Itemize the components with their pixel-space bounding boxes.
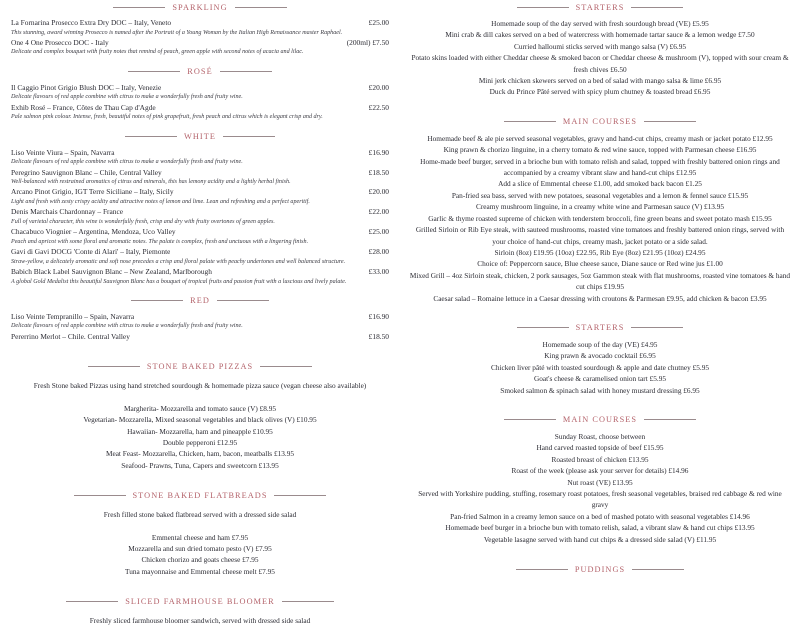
menu-item: Choice of: Peppercorn sauce, Blue cheese sauce, Diane sauce or Red wine jus £1.00	[477, 259, 723, 269]
wine-name: Chacabuco Viognier – Argentina, Mendoza, Uco Valley	[11, 227, 176, 237]
spacer	[11, 471, 389, 488]
menu-item: Hawaiian- Mozzarella, ham and pineapple £10.95	[127, 426, 273, 436]
spacer	[11, 521, 389, 532]
wine-price: £16.90	[368, 147, 389, 157]
wine-description: Delicate and complex bouquet with fruity notes that remind of peach, green apple with second notes of acacia and lilac.	[11, 49, 304, 56]
wine-name: Arcano Pinot Grigio, IGT Terre Siciliane – Italy, Sicily	[11, 187, 174, 197]
menu-item: King prawn & chorizo linguine, in a cherry tomato & red wine sauce, topped with Parmesan cheese £16.95	[443, 145, 757, 155]
section-heading	[11, 359, 389, 373]
menu-item: Home-made beef burger, served in a brioche bun with tomato relish and salad, topped with freshly battered onion rings and accompanied by a creamy vibrant slaw and hand-cut chips £12.95	[420, 156, 780, 178]
spacer	[11, 342, 389, 359]
heading-rule-left	[504, 419, 556, 420]
wine-description: Peach and apricot with some floral and aromatic notes. The palate is complex, fresh and unctuous with a lingering finish.	[11, 238, 309, 245]
menu-item: Double pepperoni £12.95	[162, 438, 238, 447]
wine-name: One 4 One Prosecco DOC - Italy	[11, 37, 109, 47]
menu-item: Chicken liver pâté with toasted sourdough & apple and date chutney £5.95	[490, 362, 710, 372]
menu-item: Tuna mayonnaise and Emmental cheese melt £7.95	[125, 566, 275, 576]
wine-list-item	[11, 103, 389, 114]
wine-description: Pale salmon pink colour. Intense, fresh, beautiful notes of pink grapefruit, fresh peach and citrus which is elegant crisp and dry.	[11, 114, 323, 121]
menu-item: Vegetable lasagne served with hand cut chips & a dressed side salad (V) £11.95	[483, 534, 717, 544]
menu-item: Meat Feast- Mozzarella, Chicken, ham, bacon, meatballs £13.95	[105, 449, 295, 459]
wine-name: La Fornarina Prosecco Extra Dry DOC – Italy, Veneto	[11, 18, 172, 27]
section-title: PUDDINGS	[574, 564, 626, 574]
wine-price: £33.00	[368, 267, 389, 277]
section-title: STARTERS	[575, 323, 625, 333]
menu-item: Pan-fried sea bass, served with new potatoes, seasonal vegetables and a lemon & fennel sauce £15.95	[451, 190, 749, 200]
wine-price: £18.50	[368, 167, 389, 177]
section-heading	[11, 594, 389, 608]
heading-rule-right	[282, 601, 334, 602]
section-lead-text: Fresh Stone baked Pizzas using hand stretched sourdough & homemade pizza sauce (vegan cheese also available)	[33, 381, 367, 391]
menu-item: Caesar salad – Romaine lettuce in a Caesar dressing with croutons & Parmesan £9.95, add chicken & bacon £3.95	[433, 293, 767, 303]
wine-price: £18.50	[368, 331, 389, 341]
menu-item: Nut roast (VE) £13.95	[567, 477, 633, 487]
menu-item: Duck du Prince Pâté served with spicy plum chutney & toasted bread £6.95	[489, 87, 711, 97]
section-title: RED	[190, 296, 210, 306]
menu-item: Roast of the week (please ask your server for details) £14.96	[511, 466, 689, 476]
heading-rule-left	[113, 7, 165, 8]
heading-rule-left	[66, 601, 118, 602]
menu-item: Add a slice of Emmental cheese £1.00, add smoked back bacon £1.25	[498, 179, 702, 189]
wine-price: £28.00	[368, 247, 389, 257]
wine-list-item	[11, 187, 389, 198]
wine-name: Gavi di Gavi DOCG 'Conte di Alari' – Italy, Piemonte	[11, 247, 171, 257]
wine-name: Exhib Rosé – France, Côtes de Thau Cap d'Agde	[11, 102, 156, 112]
wine-list-item	[11, 247, 389, 258]
spacer	[409, 396, 791, 413]
section-title: MAIN COURSES	[562, 415, 638, 425]
wine-description: Full of varietal character, this wine is wonderfully fresh, crisp and dry with fruity overtones of green apples.	[11, 218, 275, 225]
heading-rule-right	[274, 495, 326, 496]
menu-item: Seafood- Prawns, Tuna, Capers and sweetcorn £13.95	[121, 460, 279, 470]
right-column	[400, 0, 800, 600]
heading-rule-left	[88, 366, 140, 367]
heading-rule-left	[131, 300, 183, 301]
section-heading	[409, 413, 791, 427]
spacer	[11, 287, 389, 294]
menu-item: Homemade beef & ale pie served seasonal vegetables, gravy and hand-cut chips, creamy mash or jacket potato £12.95	[427, 133, 773, 143]
menu-item: Curried halloumi sticks served with mango salsa (V) £6.95	[513, 41, 687, 51]
heading-rule-right	[631, 7, 683, 8]
spacer	[11, 123, 389, 130]
wine-name: Il Caggio Pinot Grigio Blush DOC – Italy, Venezie	[11, 82, 162, 92]
wine-name: Peregrino Sauvignon Blanc – Chile, Central Valley	[11, 167, 162, 177]
heading-rule-left	[517, 7, 569, 8]
menu-item: Mini jerk chicken skewers served on a bed of salad with mango salsa & lime £6.95	[478, 76, 722, 86]
wine-price: £20.00	[368, 187, 389, 197]
section-title: SPARKLING	[172, 2, 228, 12]
menu-item: Sirloin (8oz) £19.95 (10oz) £22.95, Rib Eye (8oz) £21.95 (10oz) £24.95	[494, 247, 706, 257]
menu-item: Homemade soup of the day served with fresh sourdough bread (VE) £5.95	[491, 19, 709, 28]
wine-list-item	[11, 168, 389, 179]
section-heading	[409, 0, 791, 14]
wine-list-item	[11, 83, 389, 94]
section-heading	[11, 65, 389, 79]
heading-rule-left	[504, 121, 556, 122]
section-heading	[11, 488, 389, 502]
wine-list-item	[11, 267, 389, 278]
heading-rule-right	[644, 419, 696, 420]
wine-price: £22.50	[368, 102, 389, 112]
spacer	[11, 608, 389, 615]
heading-rule-right	[223, 136, 275, 137]
menu-item: Emmental cheese and ham £7.95	[151, 532, 249, 542]
menu-item: Creamy mushroom linguine, in a creamy white wine and Parmesan sauce (V) £13.95	[475, 202, 725, 212]
heading-rule-left	[516, 569, 568, 570]
menu-item: Sunday Roast, choose between	[554, 431, 646, 441]
wine-name: Liso Veinte Viura – Spain, Navarra	[11, 147, 115, 157]
section-heading	[11, 130, 389, 144]
wine-description: Light and fresh with zesty crispy acidity and attractive notes of lemon and lime. Lean and refreshing and a perfect aperitif.	[11, 198, 310, 205]
wine-list-item	[11, 38, 389, 49]
section-title: SLICED FARMHOUSE BLOOMER	[125, 596, 275, 606]
heading-rule-left	[517, 327, 569, 328]
menu-item: Chicken chorizo and goats cheese £7.95	[141, 555, 259, 565]
wine-list-item	[11, 148, 389, 159]
section-lead-text: Fresh filled stone baked flatbread served with a dressed side salad	[103, 510, 297, 520]
wine-price: £20.00	[368, 82, 389, 92]
wine-price: £16.90	[368, 311, 389, 321]
menu-item: Grilled Sirloin or Rib Eye steak, with sauteed mushrooms, roasted vine tomatoes and freshly battered onion rings, served with your choice of hand-cut chips, creamy mash, jacket potato or a side salad.	[415, 225, 785, 246]
section-heading	[409, 115, 791, 129]
wine-name: Denis Marchais Chardonnay – France	[11, 207, 124, 217]
section-heading	[409, 321, 791, 335]
heading-rule-right	[631, 327, 683, 328]
section-title: ROSÉ	[187, 67, 213, 77]
spacer	[11, 577, 389, 594]
spacer	[11, 502, 389, 509]
wine-name: Liso Veinte Tempranillo – Spain, Navarra	[11, 311, 135, 321]
section-title: WHITE	[184, 132, 216, 142]
heading-rule-right	[220, 71, 272, 72]
wine-name: Pererrino Merlot – Chile. Central Valley	[11, 331, 130, 341]
section-lead-text: Freshly sliced farmhouse bloomer sandwich, served with dressed side salad	[89, 616, 311, 626]
menu-item: Homemade beef burger in a brioche bun with tomato relish, salad, a vibrant slaw & hand cut chips £13.95	[445, 523, 755, 533]
wine-list-item	[11, 332, 389, 343]
menu-item: Hand carved roasted topside of beef £15.95	[536, 443, 664, 453]
menu-item: Potato skins loaded with either Cheddar cheese & smoked bacon or Cheddar cheese & mushroom (V), topped with sour cream & fresh chives £6.50	[411, 53, 789, 74]
wine-description: This stunning, award winning Prosecco is named after the Portrait of a Young Woman by the Italian High Renaissance master Raphael.	[11, 29, 343, 36]
left-column	[0, 0, 400, 626]
menu-item: Served with Yorkshire pudding, stuffing, rosemary roast potatoes, fresh seasonal vegetables, braised red cabbage & red wine gravy	[418, 489, 782, 510]
menu-item: Goat's cheese & caramelised onion tart £5.95	[533, 374, 666, 384]
heading-rule-left	[128, 71, 180, 72]
wine-price: £22.00	[368, 207, 389, 217]
heading-rule-right	[235, 7, 287, 8]
section-title: MAIN COURSES	[562, 117, 638, 127]
spacer	[11, 392, 389, 403]
heading-rule-left	[125, 136, 177, 137]
section-heading	[11, 0, 389, 14]
section-title: STARTERS	[575, 2, 625, 12]
menu-item: Mozzarella and sun dried tomato pesto (V) £7.95	[128, 544, 272, 554]
section-title: STONE BAKED FLATBREADS	[132, 490, 268, 500]
spacer	[409, 304, 791, 321]
wine-description: Well-balanced with restrained aromatics of citrus and minerals, this has lemony acidity and a lightly herbal finish.	[11, 179, 291, 186]
heading-rule-right	[644, 121, 696, 122]
wine-price: £25.00	[368, 18, 389, 27]
menu-item: Pan-fried Salmon in a creamy lemon sauce on a bed of mashed potato with seasonal vegetables £14.96	[450, 511, 750, 521]
menu-item: Vegetarian- Mozzarella, Mixed seasonal vegetables and black olives (V) £10.95	[83, 415, 317, 425]
wine-description: Delicate flavours of red apple combine with citrus to make a wonderfully fresh and fruity wine.	[11, 94, 243, 101]
wine-list-item	[11, 227, 389, 238]
wine-list-item	[11, 312, 389, 323]
spacer	[11, 373, 389, 380]
heading-rule-right	[632, 569, 684, 570]
heading-rule-left	[74, 495, 126, 496]
heading-rule-right	[260, 366, 312, 367]
menu-item: Roasted breast of chicken £13.95	[551, 454, 649, 464]
section-heading	[11, 294, 389, 308]
wine-name: Babich Black Label Sauvignon Blanc – New Zealand, Marlborough	[11, 267, 212, 277]
menu-item: Smoked salmon & spinach salad with honey mustard dressing £6.95	[500, 385, 700, 395]
menu-item: Homemade soup of the day (VE) £4.95	[542, 339, 658, 349]
menu-item: Mixed Grill – 4oz Sirloin steak, chicken, 2 pork sausages, 5oz Gammon steak with flat mushrooms, roasted vine tomatoes & hand cut chips £19.95	[409, 270, 791, 292]
menu-item: Margherita- Mozzarella and tomato sauce (V) £8.95	[123, 403, 277, 413]
wine-price: £25.00	[368, 227, 389, 237]
spacer	[409, 545, 791, 562]
wine-description: Straw-yellow, a delicately aromatic and soft nose precedes a crisp and floral palate with peachy undertones and well balanced structure.	[11, 258, 346, 265]
menu-item: King prawn & avocado cocktail £6.95	[544, 351, 656, 361]
wine-list-item	[11, 207, 389, 218]
wine-price: (200ml) £7.50	[346, 37, 389, 47]
section-title: STONE BAKED PIZZAS	[146, 361, 254, 371]
wine-description: Delicate flavours of red apple combine with citrus to make a wonderfully fresh and fruity wine.	[11, 323, 243, 330]
section-heading	[409, 562, 791, 576]
wine-description: Delicate flavours of red apple combine with citrus to make a wonderfully fresh and fruity wine.	[11, 159, 243, 166]
heading-rule-right	[217, 300, 269, 301]
spacer	[11, 58, 389, 65]
wine-list-item	[11, 18, 389, 29]
spacer	[409, 98, 791, 115]
menu-item: Mini crab & dill cakes served on a bed of watercress with homemade tartar sauce & a lemon wedge £7.50	[445, 30, 755, 40]
wine-description: A global Gold Medalist this beautiful Sauvignon Blanc has a bouquet of tropical fruits and passion fruit with a luscious and lively palate.	[11, 278, 347, 285]
menu-item: Garlic & thyme roasted supreme of chicken with tenderstem broccoli, fine green beans and sweet potato mash £15.95	[428, 213, 772, 223]
